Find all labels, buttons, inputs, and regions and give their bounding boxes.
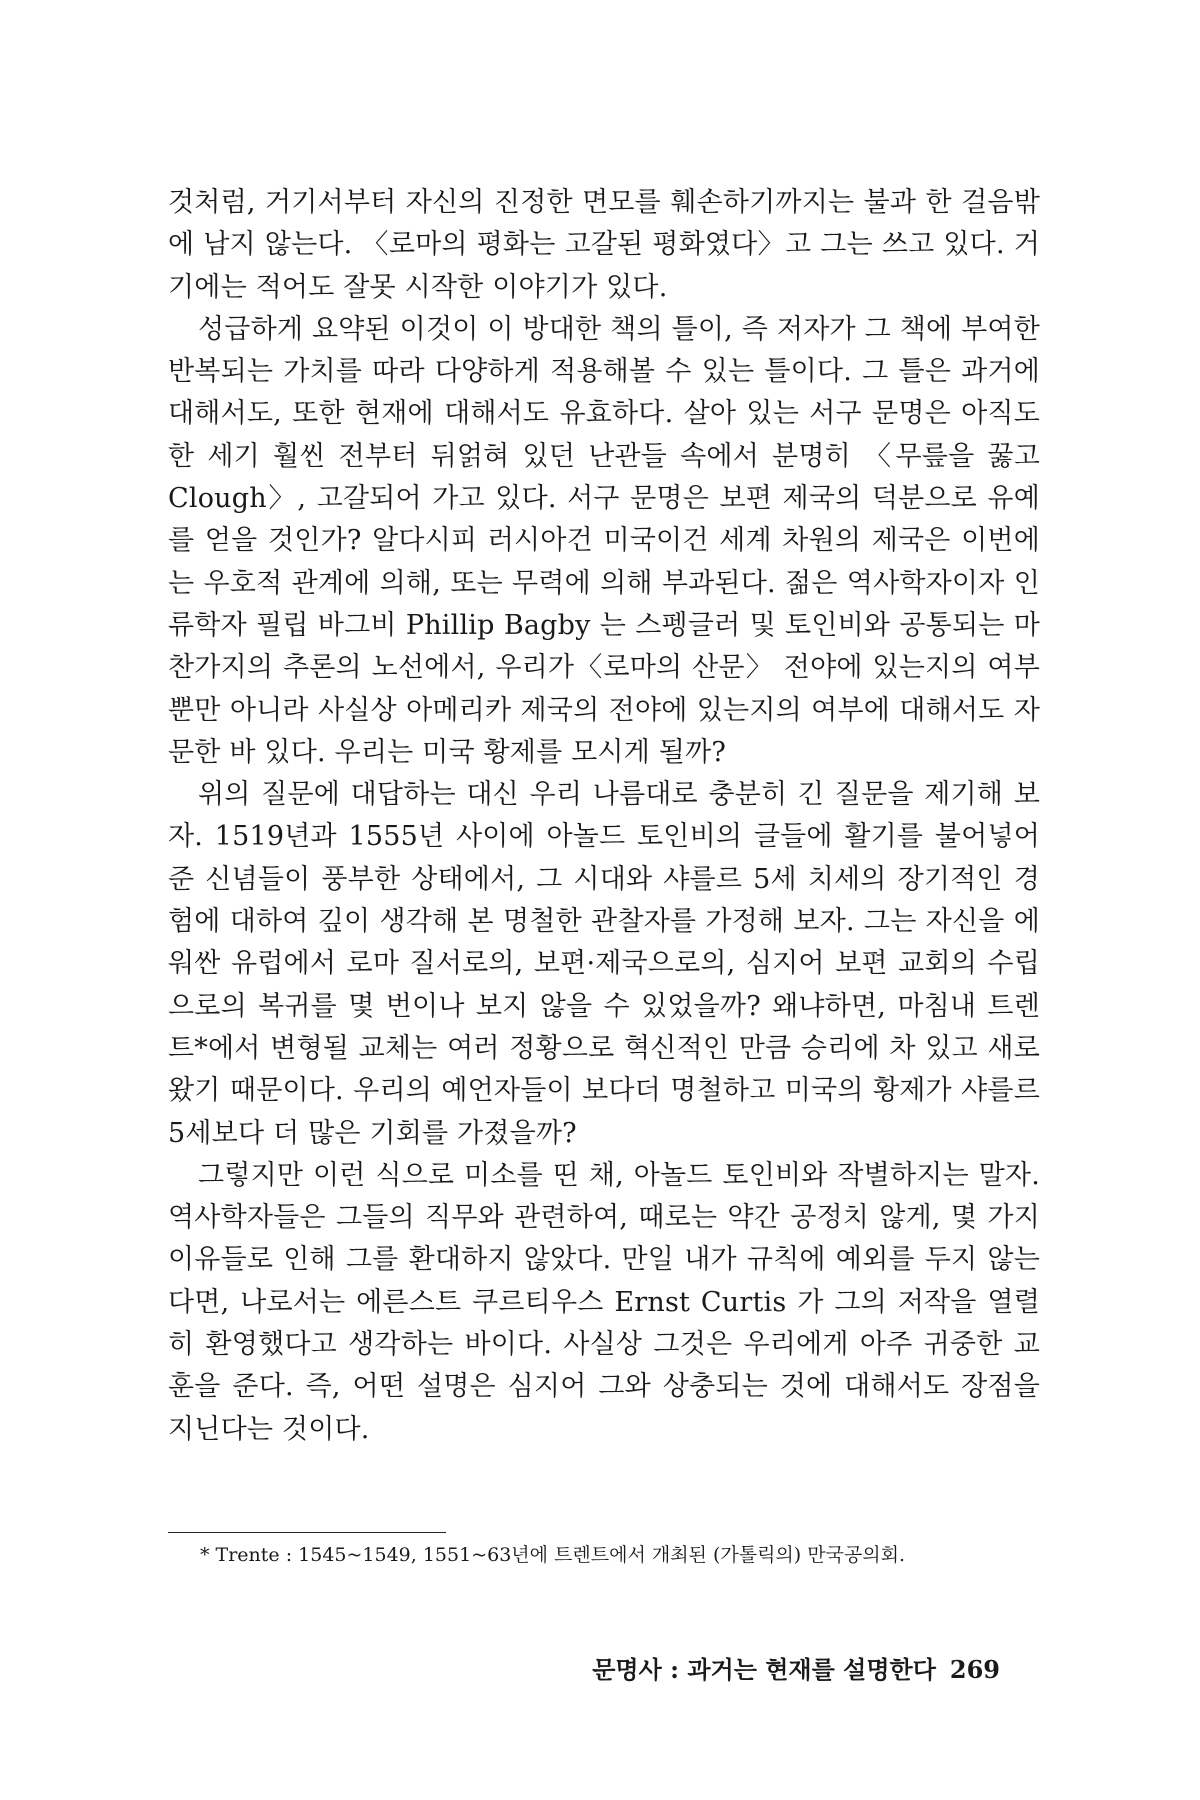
footnote-rule [168,1532,446,1533]
paragraph-3: 위의 질문에 대답하는 대신 우리 나름대로 충분히 긴 질문을 제기해 보자. 1519년과 1555년 사이에 아놀드 토인비의 글들에 활기를 불어넣어준 신념들이 풍부한 상태에서, 그 시대와 샤를르 5세 치세의 장기적인 경험에 대하여 깊이 생각해 본 명철한 관찰자를 가정해 보자. 그는 자신을 에워싼 유럽에서 로마 질서로의, 보편·제국으로의, 심지어 보편 교회의 수립으로의 복귀를 몇 번이나 보지 않을 수 있었을까? 왜냐하면, 마침내 트렌트*에서 변형될 교체는 여러 정황으로 혁신적인 만큼 승리에 차 있고 새로왔기 때문이다. 우리의 예언자들이 보다더 명철하고 미국의 황제가 샤를르 5세보다 더 많은 기회를 가졌을까? [168,779,1040,1149]
paragraph-4: 그렇지만 이런 식으로 미소를 띤 채, 아놀드 토인비와 작별하지는 말자. 역사학자들은 그들의 직무와 관련하여, 때로는 약간 공정치 않게, 몇 가지 이유들로 인해 그를 환대하지 않았다. 만일 내가 규칙에 예외를 두지 않는다면, 나로서는 에른스트 쿠르티우스 Ernst Curtis 가 그의 저작을 열렬히 환영했다고 생각하는 바이다. 사실상 그것은 우리에게 아주 귀중한 교훈을 준다. 즉, 어떤 설명은 심지어 그와 상충되는 것에 대해서도 장점을 지닌다는 것이다. [168,1159,1040,1445]
page-number: 269 [949,1655,1000,1684]
body-text [168,182,1040,1451]
paragraph-1: 것처럼, 거기서부터 자신의 진정한 면모를 훼손하기까지는 불과 한 걸음밖에 남지 않는다. 〈로마의 평화는 고갈된 평화였다〉고 그는 쓰고 있다. 거기에는 적어도 잘못 시작한 이야기가 있다. [168,187,1040,303]
running-head: 문명사 : 과거는 현재를 설명한다 [592,1655,936,1684]
running-footer [560,1650,1000,1685]
footnote: * Trente : 1545~1549, 1551~63년에 트렌트에서 개최된 (가톨릭의) 만국공의회. [200,1544,906,1566]
paragraph-2: 성급하게 요약된 이것이 이 방대한 책의 틀이, 즉 저자가 그 책에 부여한 반복되는 가치를 따라 다양하게 적용해볼 수 있는 틀이다. 그 틀은 과거에 대해서도, 또한 현재에 대해서도 유효하다. 살아 있는 서구 문명은 아직도 한 세기 훨씬 전부터 뒤얽혀 있던 난관들 속에서 분명히 〈무릎을 꿇고 Clough〉, 고갈되어 가고 있다. 서구 문명은 보편 제국의 덕분으로 유예를 얻을 것인가? 알다시피 러시아건 미국이건 세계 차원의 제국은 이번에는 우호적 관계에 의해, 또는 무력에 의해 부과된다. 젊은 역사학자이자 인류학자 필립 바그비 Phillip Bagby 는 스펭글러 및 토인비와 공통되는 마찬가지의 추론의 노선에서, 우리가〈로마의 산문〉 전야에 있는지의 여부뿐만 아니라 사실상 아메리카 제국의 전야에 있는지의 여부에 대해서도 자문한 바 있다. 우리는 미국 황제를 모시게 될까? [168,313,1040,768]
